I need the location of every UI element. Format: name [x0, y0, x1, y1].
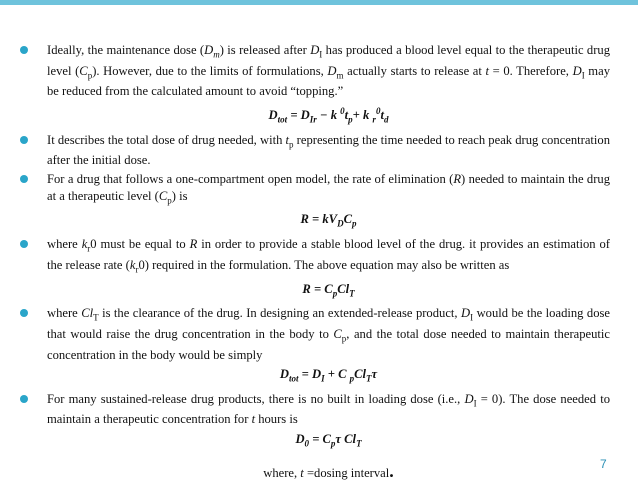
text: ). However, due to the limits of formulations, — [92, 63, 328, 78]
text: 0 must be equal to — [90, 237, 190, 252]
text: ) is released after — [219, 43, 311, 57]
text: p — [87, 70, 93, 81]
text: I — [473, 398, 477, 409]
bullet-icon — [20, 46, 28, 54]
bullet-clearance-description — [17, 305, 610, 363]
text: I — [581, 70, 585, 81]
bullet-icon — [20, 240, 28, 248]
equation-total-dose-simple — [17, 366, 610, 387]
text: = 0. Therefore, — [488, 63, 573, 78]
text: t — [344, 107, 349, 122]
text: tot — [277, 114, 288, 125]
text: − k — [316, 107, 341, 122]
text: D — [337, 218, 344, 229]
text: t — [380, 107, 384, 122]
text: I — [319, 49, 323, 60]
text: representing the time needed to reach peak drug concentration after the initial dose. — [47, 132, 610, 168]
bullet-icon — [20, 136, 28, 144]
text: D — [327, 63, 337, 78]
text: d — [383, 114, 389, 125]
text: k — [81, 237, 88, 252]
text: R — [453, 172, 462, 187]
page-number: 7 — [600, 457, 607, 471]
text: Cl — [81, 306, 94, 321]
text: R = C — [302, 281, 333, 296]
text: 0 — [304, 438, 310, 449]
text: where — [47, 237, 82, 252]
text: D — [461, 306, 471, 321]
bullet-total-dose-description — [17, 132, 610, 169]
bullet-icon — [20, 395, 28, 403]
text: where, — [263, 466, 301, 481]
text: T — [356, 438, 362, 449]
text: τ — [371, 366, 378, 381]
text: For many sustained-release drug products, there is no built in loading dose (i.e., — [47, 391, 465, 406]
text: p — [167, 195, 172, 206]
text: k — [129, 257, 136, 272]
text: m — [213, 49, 220, 60]
text: D — [295, 431, 305, 446]
text: p — [351, 218, 357, 229]
text: D — [279, 366, 289, 381]
text: Cl — [337, 281, 350, 296]
text: actually starts to release at — [343, 63, 486, 78]
text: C — [158, 188, 168, 203]
text: T — [93, 312, 99, 323]
text: + C — [324, 366, 350, 381]
text: 0 — [340, 105, 345, 116]
text: It describes the total dose of drug needed, with — [47, 132, 286, 147]
text: R = kV — [300, 212, 338, 227]
text: p — [349, 373, 355, 384]
text: Ir — [309, 114, 317, 125]
text: where — [47, 306, 82, 321]
top-accent-bar — [0, 0, 638, 5]
text: hours is — [255, 412, 298, 427]
text: t — [485, 63, 489, 78]
text: Cl — [354, 366, 367, 381]
text: + k — [352, 107, 373, 122]
text: . — [389, 461, 394, 481]
equation-clearance — [17, 281, 610, 302]
text: D — [268, 107, 278, 122]
text: r — [372, 114, 376, 125]
text: would be the loading dose that would raise the drug concentration in the body to — [47, 306, 610, 341]
text: D — [572, 63, 582, 78]
text: m — [336, 70, 344, 81]
text: = D — [298, 366, 322, 381]
text: D — [464, 391, 474, 406]
text: 0 — [375, 105, 381, 116]
text: For a drug that follows a one-compartment open model, the rate of elimination ( — [47, 172, 454, 187]
text: t — [285, 132, 290, 147]
text: t — [251, 412, 256, 427]
bullet-maintenance-dose — [17, 42, 610, 100]
text: I — [470, 312, 474, 323]
text: Ideally, the maintenance dose ( — [47, 43, 205, 57]
bullet-icon — [20, 309, 28, 317]
text: R — [189, 237, 198, 252]
text: p — [330, 438, 336, 449]
bullet-release-rate — [17, 236, 610, 277]
text: p — [341, 333, 347, 344]
text: p — [289, 139, 294, 150]
dosing-interval-note — [17, 463, 610, 481]
text: τ Cl — [335, 431, 357, 446]
text: ) is — [171, 188, 188, 203]
text: p — [332, 288, 338, 299]
text: is the clearance of the drug. In designing an extended-release product, — [98, 306, 462, 321]
equation-total-dose — [17, 103, 610, 128]
text: p — [348, 114, 353, 125]
text: , and the total dose needed to maintain therapeutic concentration in the body would be simply — [47, 326, 610, 362]
slide-content — [17, 42, 610, 481]
bullet-one-compartment — [17, 171, 610, 208]
text: D — [310, 43, 320, 57]
text: tot — [288, 373, 299, 384]
text: = D — [287, 107, 310, 122]
bullet-sustained-release — [17, 391, 610, 428]
text: I — [321, 373, 325, 384]
text: C — [333, 326, 342, 341]
text: C — [343, 212, 352, 227]
bullet-icon — [20, 175, 28, 183]
text: D — [204, 43, 214, 57]
text: C — [79, 63, 88, 78]
text: in order to provide a stable blood level of the drug. it provides an estimation of the release rate ( — [47, 237, 610, 272]
text: =dosing interval — [303, 466, 390, 481]
text: 0) required in the formulation. The above equation may also be written as — [138, 257, 510, 272]
text: may be reduced from the calculated amount to avoid “topping.” — [47, 63, 610, 99]
text: t — [300, 466, 304, 481]
equation-dose-zero — [17, 431, 610, 452]
text: has produced a blood level equal to the therapeutic drug level ( — [47, 43, 610, 78]
equation-elimination-rate — [17, 211, 610, 232]
text: = 0). The dose needed to maintain a therapeutic concentration for — [47, 391, 610, 427]
text: r — [87, 243, 91, 254]
text: T — [366, 373, 372, 384]
text: T — [349, 288, 355, 299]
text: ) needed to maintain the drug at a therapeutic level ( — [47, 172, 610, 203]
text: r — [135, 264, 139, 275]
text: = C — [309, 431, 331, 446]
